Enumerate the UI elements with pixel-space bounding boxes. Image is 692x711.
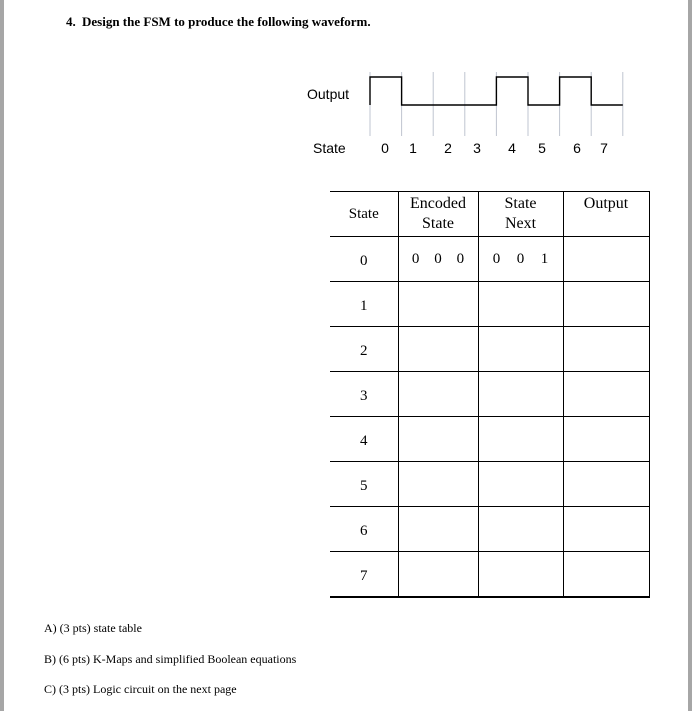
encoded-state-cell[interactable] [398,327,478,372]
next-state-cell[interactable] [478,507,563,552]
next-bit: 0 [492,250,501,267]
encoded-bit: 0 [456,250,465,267]
header-next-state [478,192,563,237]
next-state-cell[interactable] [478,552,563,598]
output-cell[interactable] [563,327,649,372]
state-cell: 0 [330,237,398,282]
header-encoded-state [398,192,478,237]
header-encoded-line1: Encoded [410,195,466,212]
header-next-line2: Next [504,215,537,232]
waveform-state-number: 2 [444,140,452,156]
state-cell: 6 [330,507,398,552]
table-row [330,327,649,372]
table-row [330,507,649,552]
part-c: C) (3 pts) Logic circuit on the next page [44,682,237,696]
encoded-state-cell[interactable] [398,237,478,282]
output-cell[interactable] [563,417,649,462]
state-cell: 7 [330,552,398,598]
encoded-state-cell[interactable] [398,462,478,507]
next-state-cell[interactable] [478,462,563,507]
part-a: A) (3 pts) state table [44,621,142,635]
waveform-state-number: 7 [600,140,608,156]
waveform-diagram [0,0,692,180]
encoded-bit: 0 [411,250,420,267]
next-bit: 0 [516,250,525,267]
part-b: B) (6 pts) K-Maps and simplified Boolean equations [44,652,297,666]
encoded-state-cell[interactable] [398,552,478,598]
header-encoded-line2: State [422,215,454,232]
state-cell: 5 [330,462,398,507]
next-state-cell[interactable] [478,237,563,282]
next-bit: 1 [540,250,549,267]
next-state-cell[interactable] [478,282,563,327]
table-row [330,372,649,417]
next-state-cell[interactable] [478,372,563,417]
header-output: Output [563,192,649,237]
encoded-state-cell[interactable] [398,282,478,327]
output-waveform-trace [370,77,623,105]
waveform-state-label: State [313,140,346,156]
output-cell[interactable] [563,507,649,552]
output-cell[interactable] [563,372,649,417]
next-state-cell[interactable] [478,417,563,462]
waveform-state-number: 1 [409,140,417,156]
question-text: Design the FSM to produce the following waveform. [82,14,371,29]
waveform-state-number: 0 [381,140,389,156]
waveform-state-number: 3 [473,140,481,156]
state-cell: 2 [330,327,398,372]
waveform-output-label: Output [307,86,350,102]
encoded-state-cell[interactable] [398,372,478,417]
table-row [330,417,649,462]
header-state: State [330,192,398,237]
waveform-state-number: 6 [573,140,581,156]
state-cell: 4 [330,417,398,462]
waveform-state-number: 4 [508,140,516,156]
encoded-state-cell[interactable] [398,507,478,552]
question-number: 4. [66,14,76,29]
encoded-bit: 0 [434,250,442,267]
encoded-state-cell[interactable] [398,417,478,462]
output-cell[interactable] [563,552,649,598]
output-cell[interactable] [563,237,649,282]
state-table [330,191,650,598]
waveform-state-number: 5 [538,140,546,156]
table-row [330,552,649,598]
state-cell: 1 [330,282,398,327]
table-row [330,237,649,282]
table-row [330,282,649,327]
state-cell: 3 [330,372,398,417]
output-cell[interactable] [563,282,649,327]
table-row [330,462,649,507]
header-next-line1: State [504,195,537,212]
output-cell[interactable] [563,462,649,507]
next-state-cell[interactable] [478,327,563,372]
